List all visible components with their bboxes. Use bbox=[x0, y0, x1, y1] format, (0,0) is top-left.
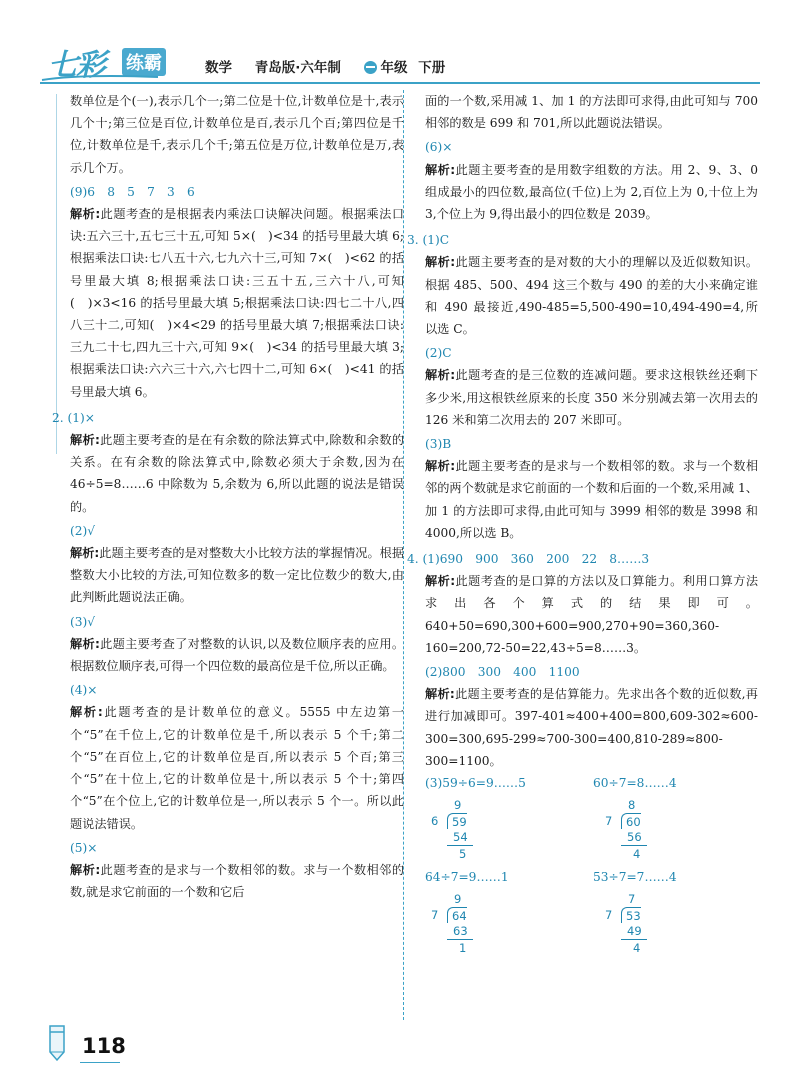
answer-text: (1)× bbox=[67, 410, 95, 425]
explanation-2-3 bbox=[70, 633, 404, 677]
jiexi-label: 解析: bbox=[425, 459, 456, 474]
page-header bbox=[0, 0, 800, 88]
subject-label: 数学 bbox=[205, 60, 232, 76]
explanation-text: 此题考查的是求与一个数相邻的数。求与一个数相邻的数,就是求它前面的一个数和它后 bbox=[70, 862, 405, 900]
jiexi-label: 解析: bbox=[70, 207, 101, 222]
subtraction-line bbox=[621, 939, 647, 940]
explanation-text: 此题考查的是三位数的连减问题。要求这根铁丝还剩下多少米,用这根铁丝原来的长度 350 米分别减去第一次用去的 126 米和第二次用去的 207 米即可。 bbox=[425, 368, 759, 427]
explanation-text: 此题主要考查了对整数的认识,以及数位顺序表的应用。根据数位顺序表,可得一个四位数的最高位是千位,所以正确。 bbox=[70, 636, 405, 674]
explanation-text: 此题主要考查的是对数的大小的理解以及近似数知识。根据 485、500、494 这三个数与 490 的差的大小来确定谁和 490 最接近,490-485=5,500-490=10,494-490=4,所以选 C。 bbox=[425, 255, 759, 337]
explanation-2-4 bbox=[70, 701, 404, 834]
quotient: 9 bbox=[454, 798, 462, 813]
explanation-text: 此题主要考查的是在有余数的除法算式中,除数和余数的关系。在有余数的除法算式中,除数必须大于余数,因为在 46÷5=8……6 中除数为 5,余数为 6,所以此题的说法是错误的。 bbox=[70, 433, 405, 514]
jiexi-label: 解析: bbox=[425, 162, 456, 177]
remainder: 4 bbox=[633, 847, 641, 862]
explanation-3-3 bbox=[425, 455, 758, 544]
jiexi-label: 解析: bbox=[70, 636, 100, 651]
division-equation: (3)59÷6=9……5 bbox=[425, 776, 526, 791]
divisor: 7 bbox=[605, 814, 613, 829]
product: 54 bbox=[453, 830, 468, 845]
explanation-2-1 bbox=[70, 429, 404, 518]
pencil-icon bbox=[46, 1024, 68, 1062]
product: 49 bbox=[627, 924, 642, 939]
grade-label: 年级 bbox=[380, 60, 408, 76]
answer-3-3: (3)B bbox=[425, 437, 452, 452]
right-column bbox=[407, 90, 759, 960]
quotient: 9 bbox=[454, 892, 462, 907]
explanation-4-1 bbox=[425, 570, 758, 659]
section-2-answer-1 bbox=[52, 407, 404, 429]
divisor: 7 bbox=[605, 908, 613, 923]
division-equation: 53÷7=7……4 bbox=[593, 870, 677, 885]
jiexi-label: 解析: bbox=[425, 687, 455, 702]
dividend: 59 bbox=[447, 813, 467, 829]
answer-2-5: (5)× bbox=[70, 840, 98, 855]
section-number: 3. bbox=[407, 233, 419, 248]
explanation-4-2 bbox=[425, 683, 758, 772]
explanation-text: 此题考查的是根据表内乘法口诀解决问题。根据乘法口诀:五六三十,五七三十五,可知 5×( )<34 的括号里最大填 6;根据乘法口诀:七八五十六,七九六十三,可知 7×( )<62 的括号里最大填 8;根据乘法口诀:三五十五,三六十八,可知( )×3<16 的括号里最大填 5;根据乘法口诀:四七二十八,四八三十二,可知( )×4<29 的括号里最大填 7;根据乘法口诀:三九二十七,四九三十六,可知 9×( )<34 的括号里最大填 3;根据乘法口诀:六六三十六,六七四十二,可知 6×( )<41 的括号里最大填 6。 bbox=[70, 207, 405, 399]
page-number-underline bbox=[80, 1062, 120, 1063]
brand-qicai: 七彩 bbox=[48, 48, 104, 83]
grade-field bbox=[364, 60, 408, 76]
text-continuation: 面的一个数,采用减 1、加 1 的方法即可求得,由此可知与 700 相邻的数是 699 和 701,所以此题说法错误。 bbox=[425, 94, 758, 131]
explanation-3-1 bbox=[425, 251, 758, 340]
explanation-6 bbox=[425, 159, 758, 226]
division-equations-row-2 bbox=[425, 866, 758, 890]
dividend: 64 bbox=[447, 907, 467, 923]
answer-6: (6)× bbox=[425, 140, 453, 155]
explanation-2-2 bbox=[70, 542, 404, 609]
explanation-text: 此题主要考查的是估算能力。先求出各个数的近似数,再进行加减即可。397-401≈400+400=800,609-302≈600-300=300,695-299≈700-300=400,810-289≈800-300=1100。 bbox=[425, 687, 758, 768]
answer-3-2: (2)C bbox=[425, 346, 452, 361]
subtraction-line bbox=[447, 845, 473, 846]
book-info bbox=[205, 56, 463, 76]
explanation-9 bbox=[70, 203, 404, 403]
answer-2-4: (4)× bbox=[70, 683, 98, 698]
grade-blank-icon bbox=[364, 61, 377, 74]
divisor: 7 bbox=[431, 908, 439, 923]
jiexi-label: 解析: bbox=[70, 433, 100, 448]
answer-text: (1)690 900 360 200 22 8……3 bbox=[422, 552, 650, 567]
margin-rule bbox=[56, 94, 57, 454]
long-division-row-1 bbox=[425, 798, 758, 866]
quotient: 8 bbox=[628, 798, 636, 813]
brand-lianba: 练霸 bbox=[122, 48, 166, 76]
left-column bbox=[52, 90, 405, 903]
division-equation: 64÷7=9……1 bbox=[425, 870, 509, 885]
dividend: 53 bbox=[621, 907, 641, 923]
explanation-text: 此题考查的是口算的方法以及口算能力。利用口算方法求出各个算式的结果即可。640+50=690,300+600=900,270+90=360,360-160=200,72-50=22,43÷5=8……3。 bbox=[425, 574, 759, 655]
text-continuation: 数单位是个(一),表示几个一;第二位是十位,计数单位是十,表示几个十;第三位是百位,计数单位是百,表示几个百;第四位是千位,计数单位是千,表示几个千;第五位是万位,计数单位是万,表示几个万。 bbox=[70, 94, 404, 175]
section-3-answer-1 bbox=[407, 229, 758, 251]
jiexi-label: 解析: bbox=[425, 368, 456, 383]
long-division bbox=[605, 798, 665, 866]
explanation-text: 此题主要考查的是求与一个数相邻的数。求与一个数相邻的两个数就是求它前面的一个数和后面的一个数,采用减 1、加 1 的方法即可求得,由此可知与 3999 相邻的数是 3998 和 4000,所以选 B。 bbox=[425, 459, 759, 540]
remainder: 4 bbox=[633, 941, 641, 956]
long-division bbox=[431, 798, 491, 866]
explanation-2-5 bbox=[70, 859, 404, 903]
volume-label: 下册 bbox=[418, 60, 446, 76]
explanation-3-2 bbox=[425, 364, 758, 431]
answer-text: (1)C bbox=[422, 233, 450, 248]
explanation-text: 此题考查的是计数单位的意义。5555 中左边第一个“5”在千位上,它的计数单位是千,所以表示 5 个千;第二个“5”在百位上,它的计数单位是百,所以表示 5 个百;第三个“5”在十位上,它的计数单位是十,所以表示 5 个十;第四个“5”在个位上,它的计数单位是一,所以表示 5 个一。所以此题说法错误。 bbox=[70, 705, 405, 831]
long-division-row-2 bbox=[425, 892, 758, 960]
jiexi-label: 解析: bbox=[70, 546, 100, 561]
explanation-text: 此题主要考查的是用数字组数的方法。用 2、9、3、0 组成最小的四位数,最高位(千位)上为 2,百位上为 0,十位上为 3,个位上为 9,得出最小的四位数是 2039。 bbox=[425, 162, 758, 222]
product: 56 bbox=[627, 830, 642, 845]
edition-label: 青岛版·六年制 bbox=[254, 60, 341, 76]
answer-4-2: (2)800 300 400 1100 bbox=[425, 665, 580, 680]
header-divider bbox=[40, 82, 760, 84]
subtraction-line bbox=[447, 939, 473, 940]
divisor: 6 bbox=[431, 814, 439, 829]
remainder: 5 bbox=[459, 847, 467, 862]
explanation-text: 此题主要考查的是对整数大小比较方法的掌握情况。根据整数大小比较的方法,可知位数多的数一定比位数少的数大,由此判断此题说法正确。 bbox=[70, 546, 405, 605]
answer-2-3: (3)√ bbox=[70, 614, 96, 629]
jiexi-label: 解析: bbox=[425, 574, 456, 589]
page-number: 118 bbox=[82, 1034, 126, 1058]
jiexi-label: 解析: bbox=[70, 705, 103, 720]
answer-9: (9)6 8 5 7 3 6 bbox=[70, 184, 195, 199]
brand-logo bbox=[40, 40, 190, 84]
product: 63 bbox=[453, 924, 468, 939]
brand-swoosh-icon bbox=[40, 74, 160, 82]
section-4-answer-1 bbox=[407, 548, 758, 570]
long-division bbox=[605, 892, 665, 960]
subtraction-line bbox=[621, 845, 647, 846]
dividend: 60 bbox=[621, 813, 641, 829]
division-equations-row-1 bbox=[425, 772, 758, 796]
remainder: 1 bbox=[459, 941, 467, 956]
section-number: 4. bbox=[407, 552, 419, 567]
answer-2-2: (2)√ bbox=[70, 523, 96, 538]
section-number: 2. bbox=[52, 410, 64, 425]
quotient: 7 bbox=[628, 892, 636, 907]
jiexi-label: 解析: bbox=[425, 255, 456, 270]
long-division bbox=[431, 892, 491, 960]
jiexi-label: 解析: bbox=[70, 862, 101, 877]
division-equation: 60÷7=8……4 bbox=[593, 776, 677, 791]
